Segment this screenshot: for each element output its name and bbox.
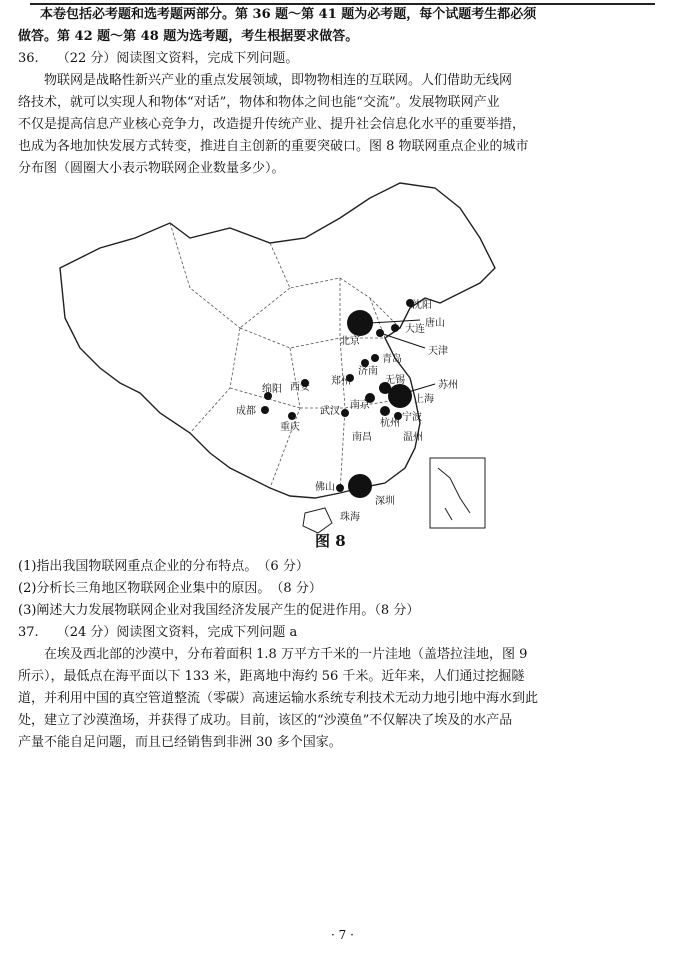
q36-heading [18, 50, 298, 68]
city-label-foshan: 佛山 [315, 482, 335, 493]
q36-sub-question-3: (3)阐述大力发展物联网企业对我国经济发展产生的促进作用。（8 分） [18, 603, 420, 618]
city-label-suzhou: 苏州 [438, 380, 458, 391]
q36-para-line: 分布图（圆圈大小表示物联网企业数量多少）。 [18, 161, 285, 176]
city-label-ningbo: 宁波 [402, 412, 422, 423]
q37-para-line: 在埃及西北部的沙漠中，分布着面积 1.8 万平方千米的一片洼地（盖塔拉洼地，图 9 [44, 647, 528, 662]
city-marker-wuhan [341, 409, 349, 417]
city-label-chengdu: 成都 [236, 406, 256, 417]
city-label-shenzhen: 深圳 [375, 496, 395, 507]
city-label-nanjing: 南京 [350, 400, 370, 411]
city-marker-qingdao [371, 354, 379, 362]
city-marker-shanghai [388, 384, 412, 408]
q36-para-line: 络技术，就可以实现人和物体“对话”，物体和物体之间也能“交流”。发展物联网产业 [18, 95, 500, 110]
q37-heading [18, 624, 297, 642]
city-label-dalian: 大连 [405, 324, 425, 335]
q37-intro: （24 分）阅读图文资料，完成下列问题 a [56, 625, 298, 640]
top-rule [30, 3, 655, 5]
city-label-wenzhou: 温州 [403, 432, 423, 443]
q36-number: 36. [18, 51, 39, 66]
figure-caption: 图 8 [315, 532, 346, 550]
city-label-hangzhou: 杭州 [380, 418, 400, 429]
city-label-wuhan: 武汉 [320, 406, 340, 417]
city-label-qingdao: 青岛 [382, 354, 402, 365]
china-outline [60, 183, 495, 498]
china-iot-map [40, 178, 640, 543]
city-label-xian: 西安 [290, 382, 310, 393]
city-label-wuxi: 无锡 [385, 375, 405, 386]
city-marker-shenzhen [348, 474, 372, 498]
q36-para-line: 物联网是战略性新兴产业的重点发展领域，即物物相连的互联网。人们借助无线网 [44, 73, 513, 88]
section-instruction-line-1: 本卷包括必考题和选考题两部分。第 36 题～第 41 题为必考题，每个试题考生都必须 [40, 7, 537, 22]
section-instruction-line-2: 做答。第 42 题～第 48 题为选考题，考生根据要求做答。 [18, 29, 359, 44]
city-label-tianjin: 天津 [428, 346, 448, 357]
city-label-shenyang: 沈阳 [412, 300, 432, 311]
q37-number: 37. [18, 625, 39, 640]
city-marker-hangzhou [380, 406, 390, 416]
map-svg [40, 178, 640, 543]
city-label-shanghai: 上海 [414, 394, 434, 405]
q36-intro: （22 分）阅读图文资料，完成下列问题。 [56, 51, 299, 66]
city-marker-chengdu [261, 406, 269, 414]
page-number: · 7 · [331, 928, 354, 942]
city-label-mianyang: 绵阳 [262, 384, 282, 395]
q36-sub-question-1: (1)指出我国物联网重点企业的分布特点。 （6 分） [18, 559, 309, 574]
city-label-nanchang: 南昌 [352, 432, 372, 443]
q37-para-line: 所示），最低点在海平面以下 133 米，距离地中海约 56 千米。近年来，人们通过挖掘隧 [18, 669, 525, 684]
q37-para-line: 道，并利用中国的真空管道整流（零碳）高速运输水系统专利技术无动力地引地中海水到此 [18, 691, 539, 706]
city-label-tangshan: 唐山 [425, 318, 445, 329]
city-marker-beijing [347, 310, 373, 336]
city-label-jinan: 济南 [358, 366, 378, 377]
city-marker-chongqing [288, 412, 296, 420]
city-marker-dalian [391, 324, 399, 332]
q36-para-line: 也成为各地加快发展方式转变，推进自主创新的重要突破口。图 8 物联网重点企业的城市 [18, 139, 529, 154]
q36-sub-question-2: (2)分析长三角地区物联网企业集中的原因。 （8 分） [18, 581, 322, 596]
city-label-chongqing: 重庆 [280, 422, 300, 433]
city-marker-foshan [336, 484, 344, 492]
q37-para-line: 产量不能自足问题，而且已经销售到非洲 30 多个国家。 [18, 735, 342, 750]
city-label-zhuhai: 珠海 [340, 512, 360, 523]
city-label-zhengzhou: 郑州 [331, 376, 351, 387]
q37-para-line: 处，建立了沙漠渔场，并获得了成功。目前，该区的“沙漠鱼”不仅解决了埃及的水产品 [18, 713, 513, 728]
city-label-beijing: 北京 [340, 336, 360, 347]
q36-para-line: 不仅是提高信息产业核心竞争力，改造提升传统产业、提升社会信息化水平的重要举措， [18, 117, 526, 132]
